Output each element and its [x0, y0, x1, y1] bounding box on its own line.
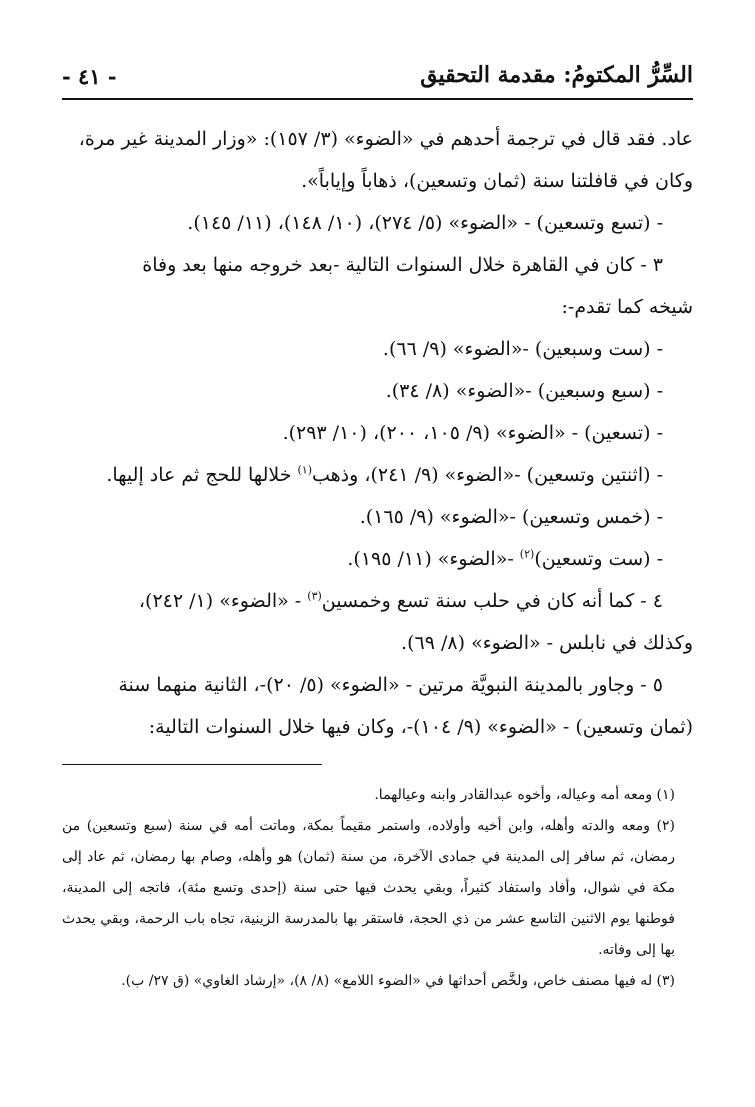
list-item [62, 538, 693, 580]
list-item: - (سبع وسبعين) -«الضوء» (٨/ ٣٤). [385, 380, 663, 402]
paragraph-line: شيخه كما تقدم-: [561, 296, 693, 318]
running-title: السِّرُّ المكتومُ: مقدمة التحقيق [420, 62, 693, 88]
list-item-text: - (ست وتسعين) [534, 548, 663, 570]
paragraph-line: وكذلك في نابلس - «الضوء» (٨/ ٦٩). [401, 632, 693, 654]
paragraph-line: وكان في قافلتنا سنة (ثمان وتسعين)، ذهاباً وإياباً». [301, 170, 693, 192]
list-item-text: -«الضوء» (١١/ ١٩٥). [347, 548, 520, 570]
list-item [62, 454, 693, 496]
footnotes [62, 780, 693, 997]
item-4-heading [62, 580, 693, 622]
footnote-1: (١) ومعه أمه وعياله، وأخوه عبدالقادر وابنه وعيالهما. [374, 787, 675, 803]
list-item: - (خمس وتسعين) -«الضوء» (٩/ ١٦٥). [359, 506, 663, 528]
footnote-ref: (١) [297, 463, 312, 477]
item-text: ٤ - كما أنه كان في حلب سنة تسع وخمسين [321, 590, 663, 612]
citation-line: - (تسع وتسعين) - «الضوء» (٥/ ٢٧٤)، (١٠/ ١٤٨)، (١١/ ١٤٥). [187, 212, 663, 234]
footnote-separator [62, 764, 322, 765]
paragraph-line: (ثمان وتسعين) - «الضوء» (٩/ ١٠٤)-، وكان فيها خلال السنوات التالية: [148, 716, 693, 738]
running-header [62, 58, 693, 100]
item-3-heading: ٣ - كان في القاهرة خلال السنوات التالية -بعد خروجه منها بعد وفاة [142, 254, 663, 276]
footnote-ref: (٣) [307, 589, 322, 603]
main-text [62, 118, 693, 748]
list-item: - (تسعين) - «الضوء» (٩/ ١٠٥، ٢٠٠)، (١٠/ ٢٩٣). [282, 422, 663, 444]
list-item-text: - (اثنتين وتسعين) -«الضوء» (٩/ ٢٤١)، وذهب [312, 464, 663, 486]
footnote-2: (٢) ومعه والدته وأهله، وابن أخيه وأولاده، واستمر مقيماً بمكة، وماتت أمه في سنة (سبع وتسعين) من رمضان، ثم سافر إلى المدينة في جمادى الآخرة، من سنة (ثمان) هو وأهله، وصام بها رمضان، ثم عاد إلى مكة في شوال، وأفاد واستفاد كثيراً، وبقي يحدث فيها حتى سنة (إحدى وتسع مئة)، فاتجه إلى المدينة، فوطنها يوم الاثنين التاسع عشر من ذي الحجة، فاستقر بها بالمدرسة الزينية، تجاه باب الرحمة، وبقي يحدث بها إلى وفاته. [62, 818, 675, 958]
page-number: - ٤١ - [62, 64, 117, 89]
item-5-heading: ٥ - وجاور بالمدينة النبويَّة مرتين - «الضوء» (٥/ ٢٠)-، الثانية منهما سنة [118, 674, 663, 696]
footnote-ref: (٢) [519, 547, 535, 561]
paragraph-line: عاد. فقد قال في ترجمة أحدهم في «الضوء» (٣/ ١٥٧): «وزار المدينة غير مرة، [78, 128, 693, 150]
item-text: - «الضوء» (١/ ٢٤٢)، [138, 590, 308, 612]
list-item: - (ست وسبعين) -«الضوء» (٩/ ٦٦). [382, 338, 663, 360]
list-item-text: خلالها للحج ثم عاد إليها. [106, 464, 298, 486]
footnote-3: (٣) له فيها مصنف خاص، ولخَّص أحداثها في «الضوء اللامع» (٨/ ٨)، «إرشاد الغاوي» (ق ٢٧/ ب). [121, 973, 675, 989]
